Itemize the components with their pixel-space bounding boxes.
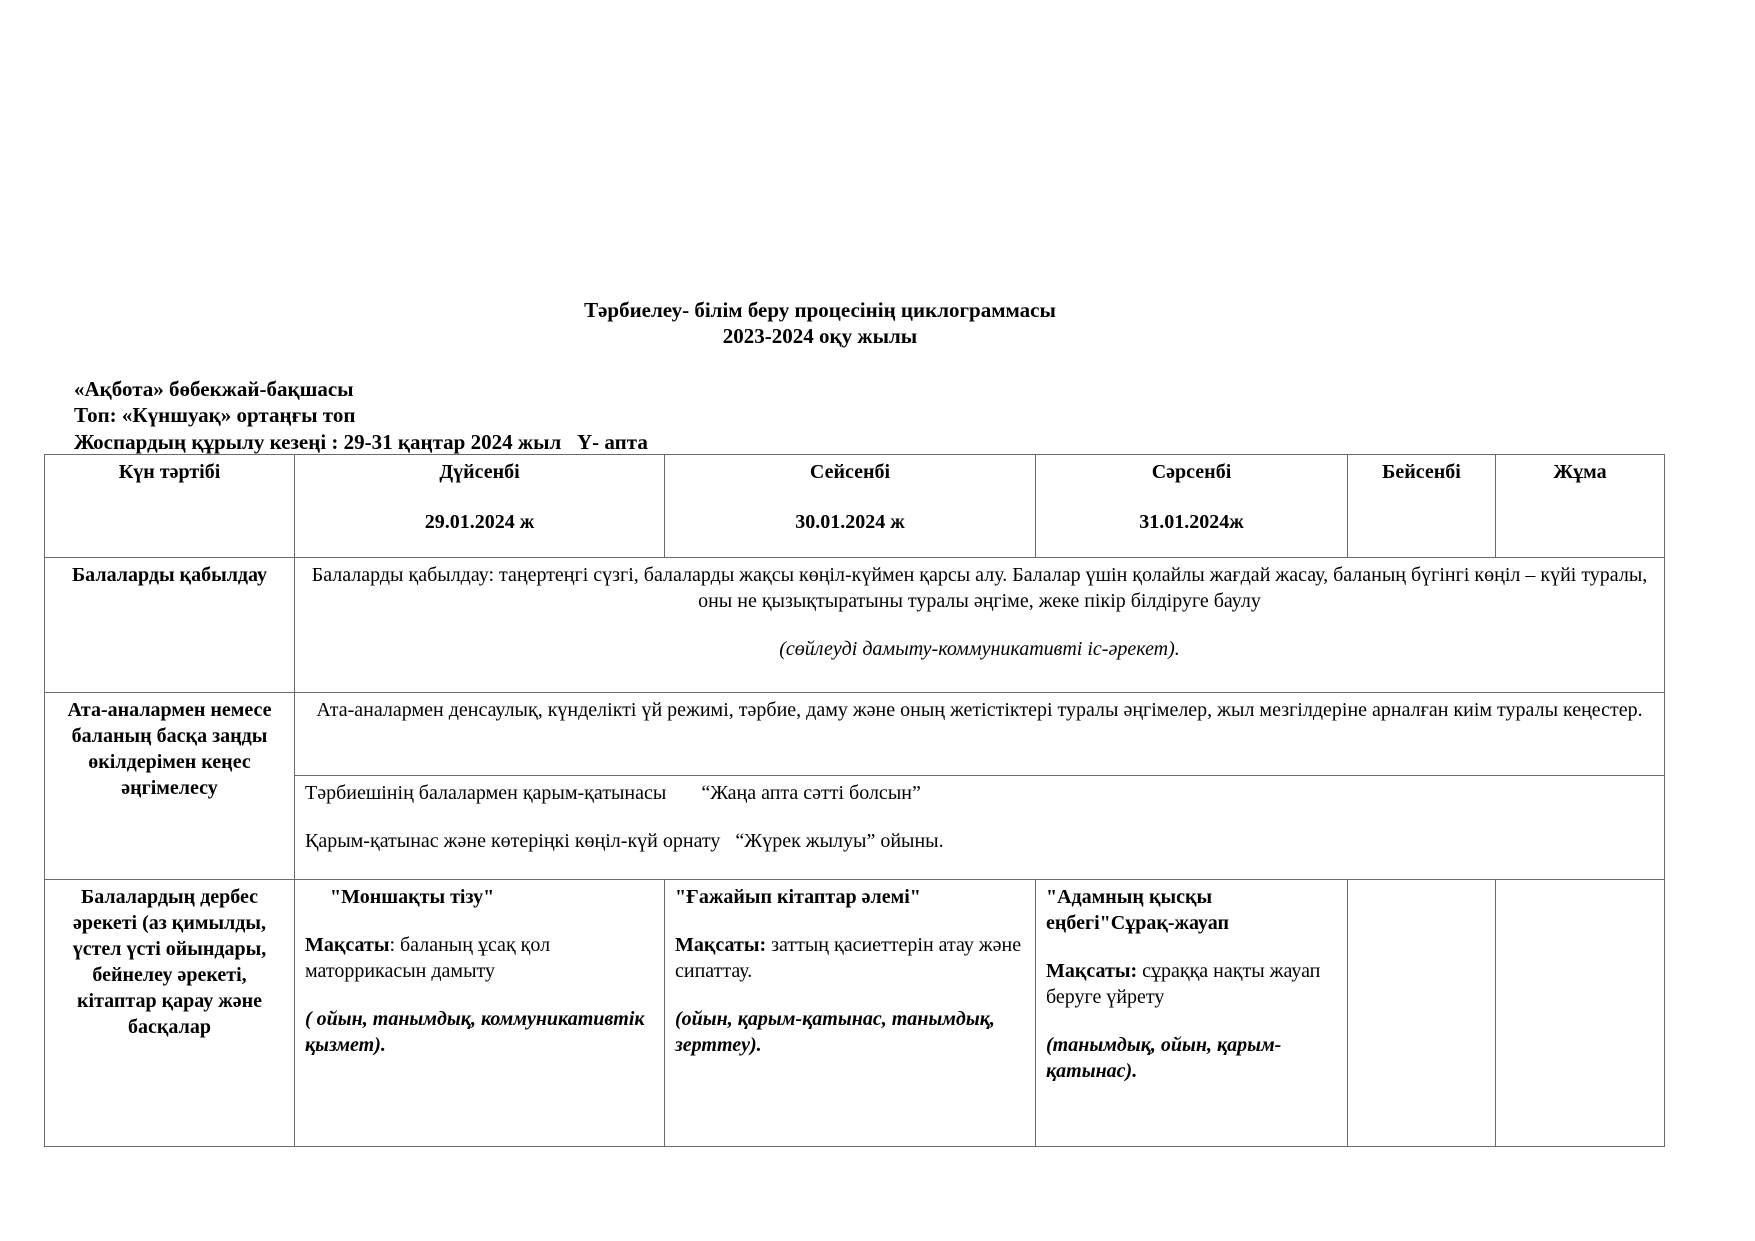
activity-wednesday-title: "Адамның қысқы еңбегі"Сұрақ-жауап: [1046, 886, 1229, 934]
schedule-table: [44, 454, 1665, 1147]
activity-row: [45, 880, 1665, 1147]
activity-wednesday-goal: Мақсаты: сұраққа нақты жауап беруге үйрету: [1046, 960, 1321, 1008]
activity-monday-title: "Моншақты тізу": [305, 886, 495, 908]
plan-period: Жоспардың құрылу кезеңі : 29-31 қаңтар 2024 жыл Ү- апта: [74, 429, 648, 454]
parents-advice: Ата-аналармен денсаулық, күнделікті үй режимі, тәрбие, даму және оның жетістіктері туралы әңгімелер, жыл мезгілдеріне арналған киім туралы кеңестер.: [295, 693, 1665, 776]
activity-wednesday: [1036, 880, 1348, 1147]
title-line-1: Тәрбиелеу- білім беру процесінің циклограммасы: [584, 298, 1056, 322]
header-thursday: [1348, 455, 1496, 558]
header-tuesday-label: Сейсенбі: [809, 461, 891, 483]
reception-label: Балаларды қабылдау: [45, 558, 295, 693]
communication-content: [295, 776, 1665, 880]
header-schedule-label: Күн тәртібі: [118, 461, 221, 483]
communication-line-1: Тәрбиешінің балалармен қарым-қатынасы “Жаңа апта сәтті болсын”: [305, 782, 921, 804]
activity-tuesday-note: (ойын, қарым-қатынас, танымдық, зерттеу).: [675, 1008, 995, 1056]
activity-monday-note: ( ойын, танымдық, коммуникативтік қызмет).: [305, 1008, 645, 1056]
organization-name: «Ақбота» бөбекжай-бақшасы: [74, 377, 354, 401]
reception-row: [45, 558, 1665, 693]
reception-note: (сөйлеуді дамыту-коммуникативті іс-әрекет).: [779, 638, 1180, 660]
parents-row: [45, 693, 1665, 776]
header-monday: [295, 455, 665, 558]
header-friday-label: Жұма: [1553, 461, 1607, 483]
activity-wednesday-note: (танымдық, ойын, қарым-қатынас).: [1046, 1034, 1282, 1082]
activity-monday: [295, 880, 665, 1147]
header-tuesday: [665, 455, 1036, 558]
header-wednesday-date: 31.01.2024ж: [1139, 511, 1244, 533]
header-thursday-label: Бейсенбі: [1382, 461, 1461, 483]
reception-text: Балаларды қабылдау: таңертеңгі сүзгі, балаларды жақсы көңіл-күймен қарсы алу. Балалар үшін қолайлы жағдай жасау, баланың бүгінгі көңіл – күйі туралы, оны не қызықтыратыны туралы әңгіме, жеке пікір білдіруге баулу: [311, 564, 1648, 612]
activity-tuesday-goal: Мақсаты: заттың қасиеттерін атау және сипаттау.: [675, 934, 1022, 982]
header-wednesday: [1036, 455, 1348, 558]
plan-meta: [74, 376, 648, 455]
header-friday: [1496, 455, 1665, 558]
header-monday-date: 29.01.2024 ж: [424, 511, 535, 533]
group-name: Топ: «Күншуақ» ортаңғы топ: [74, 403, 356, 428]
reception-content: [295, 558, 1665, 693]
document-title: [0, 297, 1640, 350]
activity-friday: [1496, 880, 1665, 1147]
activity-tuesday-title: "Ғажайып кітаптар әлемі": [675, 886, 921, 908]
activity-thursday: [1348, 880, 1496, 1147]
title-line-2: 2023-2024 оқу жылы: [722, 324, 918, 349]
header-wednesday-label: Сәрсенбі: [1151, 461, 1232, 483]
activity-label: Балалардың дербес әрекеті (аз қимылды, үстел үсті ойындары, бейнелеу әрекеті, кітаптар қарау және басқалар: [45, 880, 295, 1147]
activity-monday-goal: Мақсаты: баланың ұсақ қол маторрикасын дамыту: [305, 934, 551, 982]
header-tuesday-date: 30.01.2024 ж: [795, 511, 905, 533]
activity-tuesday: [665, 880, 1036, 1147]
header-monday-label: Дүйсенбі: [439, 461, 520, 483]
header-schedule: [45, 455, 295, 558]
communication-line-2: Қарым-қатынас және көтеріңкі көңіл-күй орнату “Жүрек жылуы” ойыны.: [305, 830, 944, 852]
header-row: [45, 455, 1665, 558]
parents-label: Ата-аналармен немесе баланың басқа заңды өкілдерімен кеңес әңгімелесу: [45, 693, 295, 880]
